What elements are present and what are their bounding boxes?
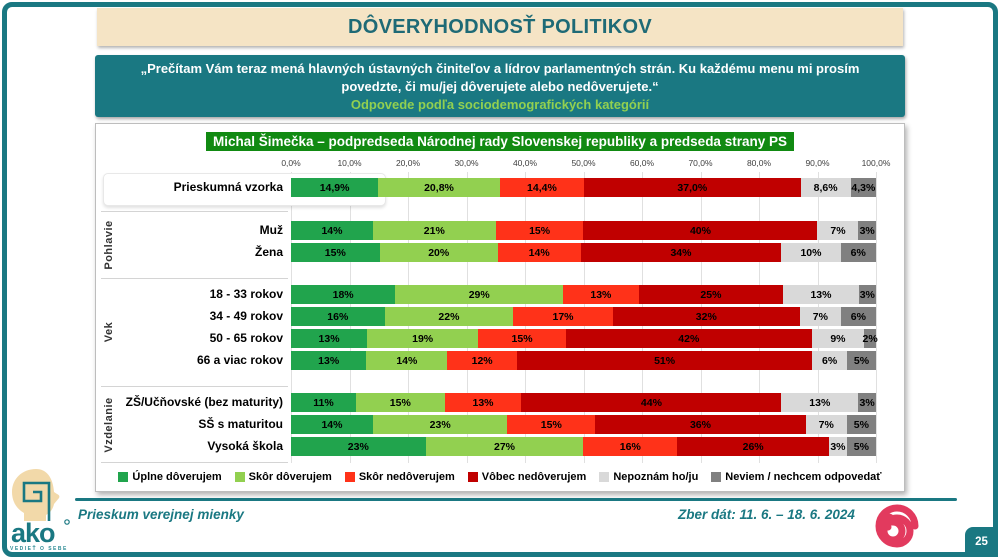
bar-value-label: 13% xyxy=(810,288,832,301)
bar-segment xyxy=(829,437,847,456)
bar-segment xyxy=(445,393,522,412)
stacked-bar xyxy=(291,393,876,412)
bar-value-label: 13% xyxy=(472,396,494,409)
bar-segment xyxy=(367,329,478,348)
bar-segment xyxy=(500,178,584,197)
bar-segment xyxy=(858,393,876,412)
bar-value-label: 4,3% xyxy=(851,181,876,194)
bar-value-label: 20% xyxy=(428,246,450,259)
bar-segment xyxy=(291,393,356,412)
ako-logo-degree-mark xyxy=(65,520,69,524)
chart-row xyxy=(96,437,904,456)
category-label: 50 - 65 rokov xyxy=(209,331,283,345)
bar-segment xyxy=(373,221,496,240)
chart-row xyxy=(96,307,904,326)
bar-segment xyxy=(783,285,858,304)
group-label: Vek xyxy=(103,321,115,343)
stacked-bar xyxy=(291,285,876,304)
bar-segment xyxy=(812,329,865,348)
bar-value-label: 7% xyxy=(818,418,834,431)
bar-value-label: 14% xyxy=(321,418,343,431)
bar-value-label: 27% xyxy=(494,440,516,453)
bar-segment xyxy=(847,415,876,434)
bar-value-label: 3% xyxy=(859,288,875,301)
category-label: SŠ s maturitou xyxy=(198,417,283,431)
slide-title-box xyxy=(97,8,903,46)
bar-value-label: 7% xyxy=(812,310,828,323)
stacked-bar xyxy=(291,415,876,434)
bar-value-label: 36% xyxy=(689,418,711,431)
chart-row xyxy=(96,415,904,434)
legend-item xyxy=(599,471,698,483)
bar-value-label: 42% xyxy=(678,332,700,345)
bar-value-label: 2% xyxy=(862,332,878,345)
bar-segment xyxy=(847,437,876,456)
category-label: Prieskumná vzorka xyxy=(173,180,283,194)
category-label: ZŠ/Učňovské (bez maturity) xyxy=(125,395,283,409)
bar-value-label: 44% xyxy=(640,396,662,409)
group-divider xyxy=(101,211,288,212)
bar-segment xyxy=(613,307,800,326)
bar-segment xyxy=(800,307,841,326)
stacked-bar xyxy=(291,351,876,370)
x-axis-tick: 90,0% xyxy=(805,158,830,168)
bar-value-label: 15% xyxy=(324,246,346,259)
bar-value-label: 7% xyxy=(830,224,846,237)
x-axis-tick: 10,0% xyxy=(337,158,362,168)
bar-segment xyxy=(806,415,847,434)
bar-value-label: 14% xyxy=(321,224,343,237)
bar-segment xyxy=(847,351,876,370)
ako-logo-caption: VEDIEŤ O SEBE xyxy=(10,546,68,552)
bar-value-label: 6% xyxy=(850,310,866,323)
bar-segment xyxy=(801,178,851,197)
x-axis xyxy=(96,158,904,169)
bar-value-label: 13% xyxy=(590,288,612,301)
bar-segment xyxy=(385,307,514,326)
legend-swatch xyxy=(468,472,478,482)
bar-segment xyxy=(859,285,876,304)
stacked-bar xyxy=(291,329,876,348)
x-axis-tick: 30,0% xyxy=(454,158,479,168)
category-label: 18 - 33 rokov xyxy=(209,287,283,301)
group-label: Vzdelanie xyxy=(103,396,115,453)
bar-segment xyxy=(373,415,508,434)
bar-segment xyxy=(291,307,385,326)
bar-value-label: 34% xyxy=(670,246,692,259)
category-label: Vysoká škola xyxy=(207,439,283,453)
chart-row xyxy=(96,285,904,304)
stacked-bar xyxy=(291,307,876,326)
bar-segment xyxy=(366,351,447,370)
category-group xyxy=(96,386,904,463)
bar-value-label: 22% xyxy=(438,310,460,323)
bar-value-label: 51% xyxy=(654,354,676,367)
ako-logo-head xyxy=(12,469,59,521)
bar-segment xyxy=(498,243,581,262)
group-divider xyxy=(101,386,288,387)
bar-value-label: 23% xyxy=(429,418,451,431)
bar-segment xyxy=(595,415,806,434)
bar-segment xyxy=(781,393,858,412)
category-label: 34 - 49 rokov xyxy=(209,309,283,323)
bar-value-label: 13% xyxy=(318,332,340,345)
bar-segment xyxy=(356,393,445,412)
x-axis-tick: 70,0% xyxy=(688,158,713,168)
legend-label: Skôr dôverujem xyxy=(248,471,332,483)
footer-right-text: Zber dát: 11. 6. – 18. 6. 2024 xyxy=(678,507,855,522)
bar-value-label: 19% xyxy=(412,332,434,345)
bar-value-label: 3% xyxy=(859,224,875,237)
stacked-bar xyxy=(291,243,876,262)
bar-segment xyxy=(478,329,566,348)
bar-segment xyxy=(291,437,426,456)
bar-segment xyxy=(858,221,876,240)
x-axis-tick: 100,0% xyxy=(861,158,891,168)
bar-segment xyxy=(817,221,858,240)
footer-left-text: Prieskum verejnej mienky xyxy=(78,507,244,522)
category-group xyxy=(96,278,904,386)
bar-segment xyxy=(517,351,812,370)
legend-label: Nepoznám ho/ju xyxy=(613,471,699,483)
bar-value-label: 16% xyxy=(619,440,641,453)
bar-value-label: 23% xyxy=(347,440,369,453)
bar-value-label: 12% xyxy=(471,354,493,367)
legend-item xyxy=(711,471,881,483)
bar-segment xyxy=(291,243,380,262)
bar-segment xyxy=(395,285,563,304)
chart-rows xyxy=(96,172,904,463)
legend-swatch xyxy=(118,472,128,482)
bar-value-label: 9% xyxy=(830,332,846,345)
bar-segment xyxy=(291,329,367,348)
chart-row xyxy=(96,329,904,348)
chart-row xyxy=(96,178,904,197)
footer-divider xyxy=(75,498,957,501)
x-axis-tick: 0,0% xyxy=(281,158,301,168)
bar-value-label: 25% xyxy=(700,288,722,301)
bar-segment xyxy=(583,437,677,456)
legend-swatch xyxy=(711,472,721,482)
bar-value-label: 6% xyxy=(850,246,866,259)
chart-row xyxy=(96,393,904,412)
bar-value-label: 21% xyxy=(423,224,445,237)
bar-value-label: 10% xyxy=(800,246,822,259)
bar-value-label: 5% xyxy=(853,418,869,431)
page-number: 25 xyxy=(975,536,988,548)
bar-segment xyxy=(380,243,498,262)
bar-segment xyxy=(291,285,395,304)
x-axis-tick: 50,0% xyxy=(571,158,596,168)
bar-segment xyxy=(841,243,876,262)
bar-value-label: 14,9% xyxy=(319,181,350,194)
group-divider xyxy=(101,462,288,463)
bar-value-label: 13% xyxy=(809,396,831,409)
intro-subline: Odpovede podľa sociodemografických kategórií xyxy=(350,96,650,112)
chart-row xyxy=(96,351,904,370)
bar-value-label: 32% xyxy=(695,310,717,323)
bar-value-label: 15% xyxy=(511,332,533,345)
legend-label: Skôr nedôverujem xyxy=(358,471,455,483)
ako-logo-text: ako xyxy=(11,518,55,548)
bar-segment xyxy=(566,329,812,348)
bar-segment xyxy=(291,178,378,197)
bar-value-label: 5% xyxy=(853,354,870,367)
bar-segment xyxy=(677,437,829,456)
legend-label: Vôbec nedôverujem xyxy=(481,471,587,483)
bar-value-label: 20,8% xyxy=(424,181,454,194)
bar-segment xyxy=(378,178,500,197)
bar-segment xyxy=(291,415,373,434)
bar-segment xyxy=(496,221,584,240)
bar-segment xyxy=(639,285,784,304)
stacked-bar xyxy=(291,221,876,240)
bar-value-label: 3% xyxy=(830,440,846,453)
page-number-tab xyxy=(965,527,998,557)
x-axis-tick: 80,0% xyxy=(746,158,772,168)
ako-logo xyxy=(6,466,80,552)
legend-item xyxy=(345,471,455,483)
bar-segment xyxy=(781,243,840,262)
bar-value-label: 14% xyxy=(396,354,418,367)
bar-segment xyxy=(851,178,876,197)
category-label: 66 a viac rokov xyxy=(196,353,283,367)
chart-row xyxy=(96,221,904,240)
category-group xyxy=(96,211,904,278)
bar-segment xyxy=(521,393,781,412)
bar-segment xyxy=(291,221,373,240)
bar-segment xyxy=(583,221,817,240)
legend-swatch xyxy=(345,472,355,482)
bar-segment xyxy=(447,351,517,370)
x-axis-tick: 60,0% xyxy=(629,158,655,168)
stacked-bar xyxy=(291,437,876,456)
page-title: DÔVERYHODNOSŤ POLITIKOV xyxy=(348,15,652,38)
swirl-path xyxy=(879,508,915,544)
chart-title: Michal Šimečka – podpredseda Národnej rady Slovenskej republiky a predseda strany PS xyxy=(206,132,794,151)
swirl-logo-icon xyxy=(874,503,920,549)
category-label: Muž xyxy=(259,223,283,237)
bar-value-label: 8,6% xyxy=(813,181,838,194)
chart-legend xyxy=(96,471,904,483)
bar-segment xyxy=(507,415,595,434)
legend-item xyxy=(235,471,332,483)
category-group xyxy=(96,178,904,197)
chart-panel xyxy=(95,123,905,492)
chart-row xyxy=(96,243,904,262)
bar-value-label: 6% xyxy=(822,354,838,367)
legend-swatch xyxy=(599,472,609,482)
legend-item xyxy=(118,471,221,483)
bar-value-label: 16% xyxy=(327,310,349,323)
bar-value-label: 26% xyxy=(742,440,764,453)
x-axis-tick: 40,0% xyxy=(512,158,538,168)
bar-segment xyxy=(513,307,612,326)
bar-value-label: 29% xyxy=(468,288,490,301)
bar-value-label: 37,0% xyxy=(677,181,708,194)
category-label: Žena xyxy=(254,245,283,259)
bar-segment xyxy=(426,437,584,456)
bar-value-label: 17% xyxy=(552,310,574,323)
bar-segment xyxy=(584,178,800,197)
legend-label: Neviem / nechcem odpovedať xyxy=(725,471,882,483)
legend-label: Úplne dôverujem xyxy=(132,471,222,483)
group-label: Pohlavie xyxy=(103,219,115,270)
bar-value-label: 15% xyxy=(389,396,411,409)
legend-swatch xyxy=(235,472,245,482)
bar-value-label: 3% xyxy=(859,396,875,409)
bar-value-label: 14% xyxy=(528,246,550,259)
bar-value-label: 11% xyxy=(313,396,334,409)
intro-question: „Prečítam Vám teraz mená hlavných ústavných činiteľov a lídrov parlamentných strán. Ku každému menu mi prosím povedzte, či mu/jej dôverujete alebo nedôverujete.“ xyxy=(140,61,860,94)
bar-segment xyxy=(563,285,638,304)
bar-value-label: 18% xyxy=(332,288,354,301)
bar-segment xyxy=(581,243,782,262)
x-axis-tick: 20,0% xyxy=(395,158,421,168)
bar-value-label: 5% xyxy=(853,440,869,453)
legend-item xyxy=(468,471,587,483)
bar-segment xyxy=(812,351,847,370)
bar-segment xyxy=(841,307,876,326)
bar-value-label: 14,4% xyxy=(527,181,557,194)
intro-box xyxy=(95,55,905,117)
bar-segment xyxy=(291,351,366,370)
chart-title-wrap xyxy=(96,132,904,151)
bar-value-label: 13% xyxy=(318,354,340,367)
stacked-bar xyxy=(291,178,876,197)
bar-value-label: 15% xyxy=(529,224,551,237)
bar-value-label: 15% xyxy=(540,418,562,431)
bar-segment xyxy=(864,329,876,348)
bar-value-label: 40% xyxy=(689,224,711,237)
group-divider xyxy=(101,278,288,279)
